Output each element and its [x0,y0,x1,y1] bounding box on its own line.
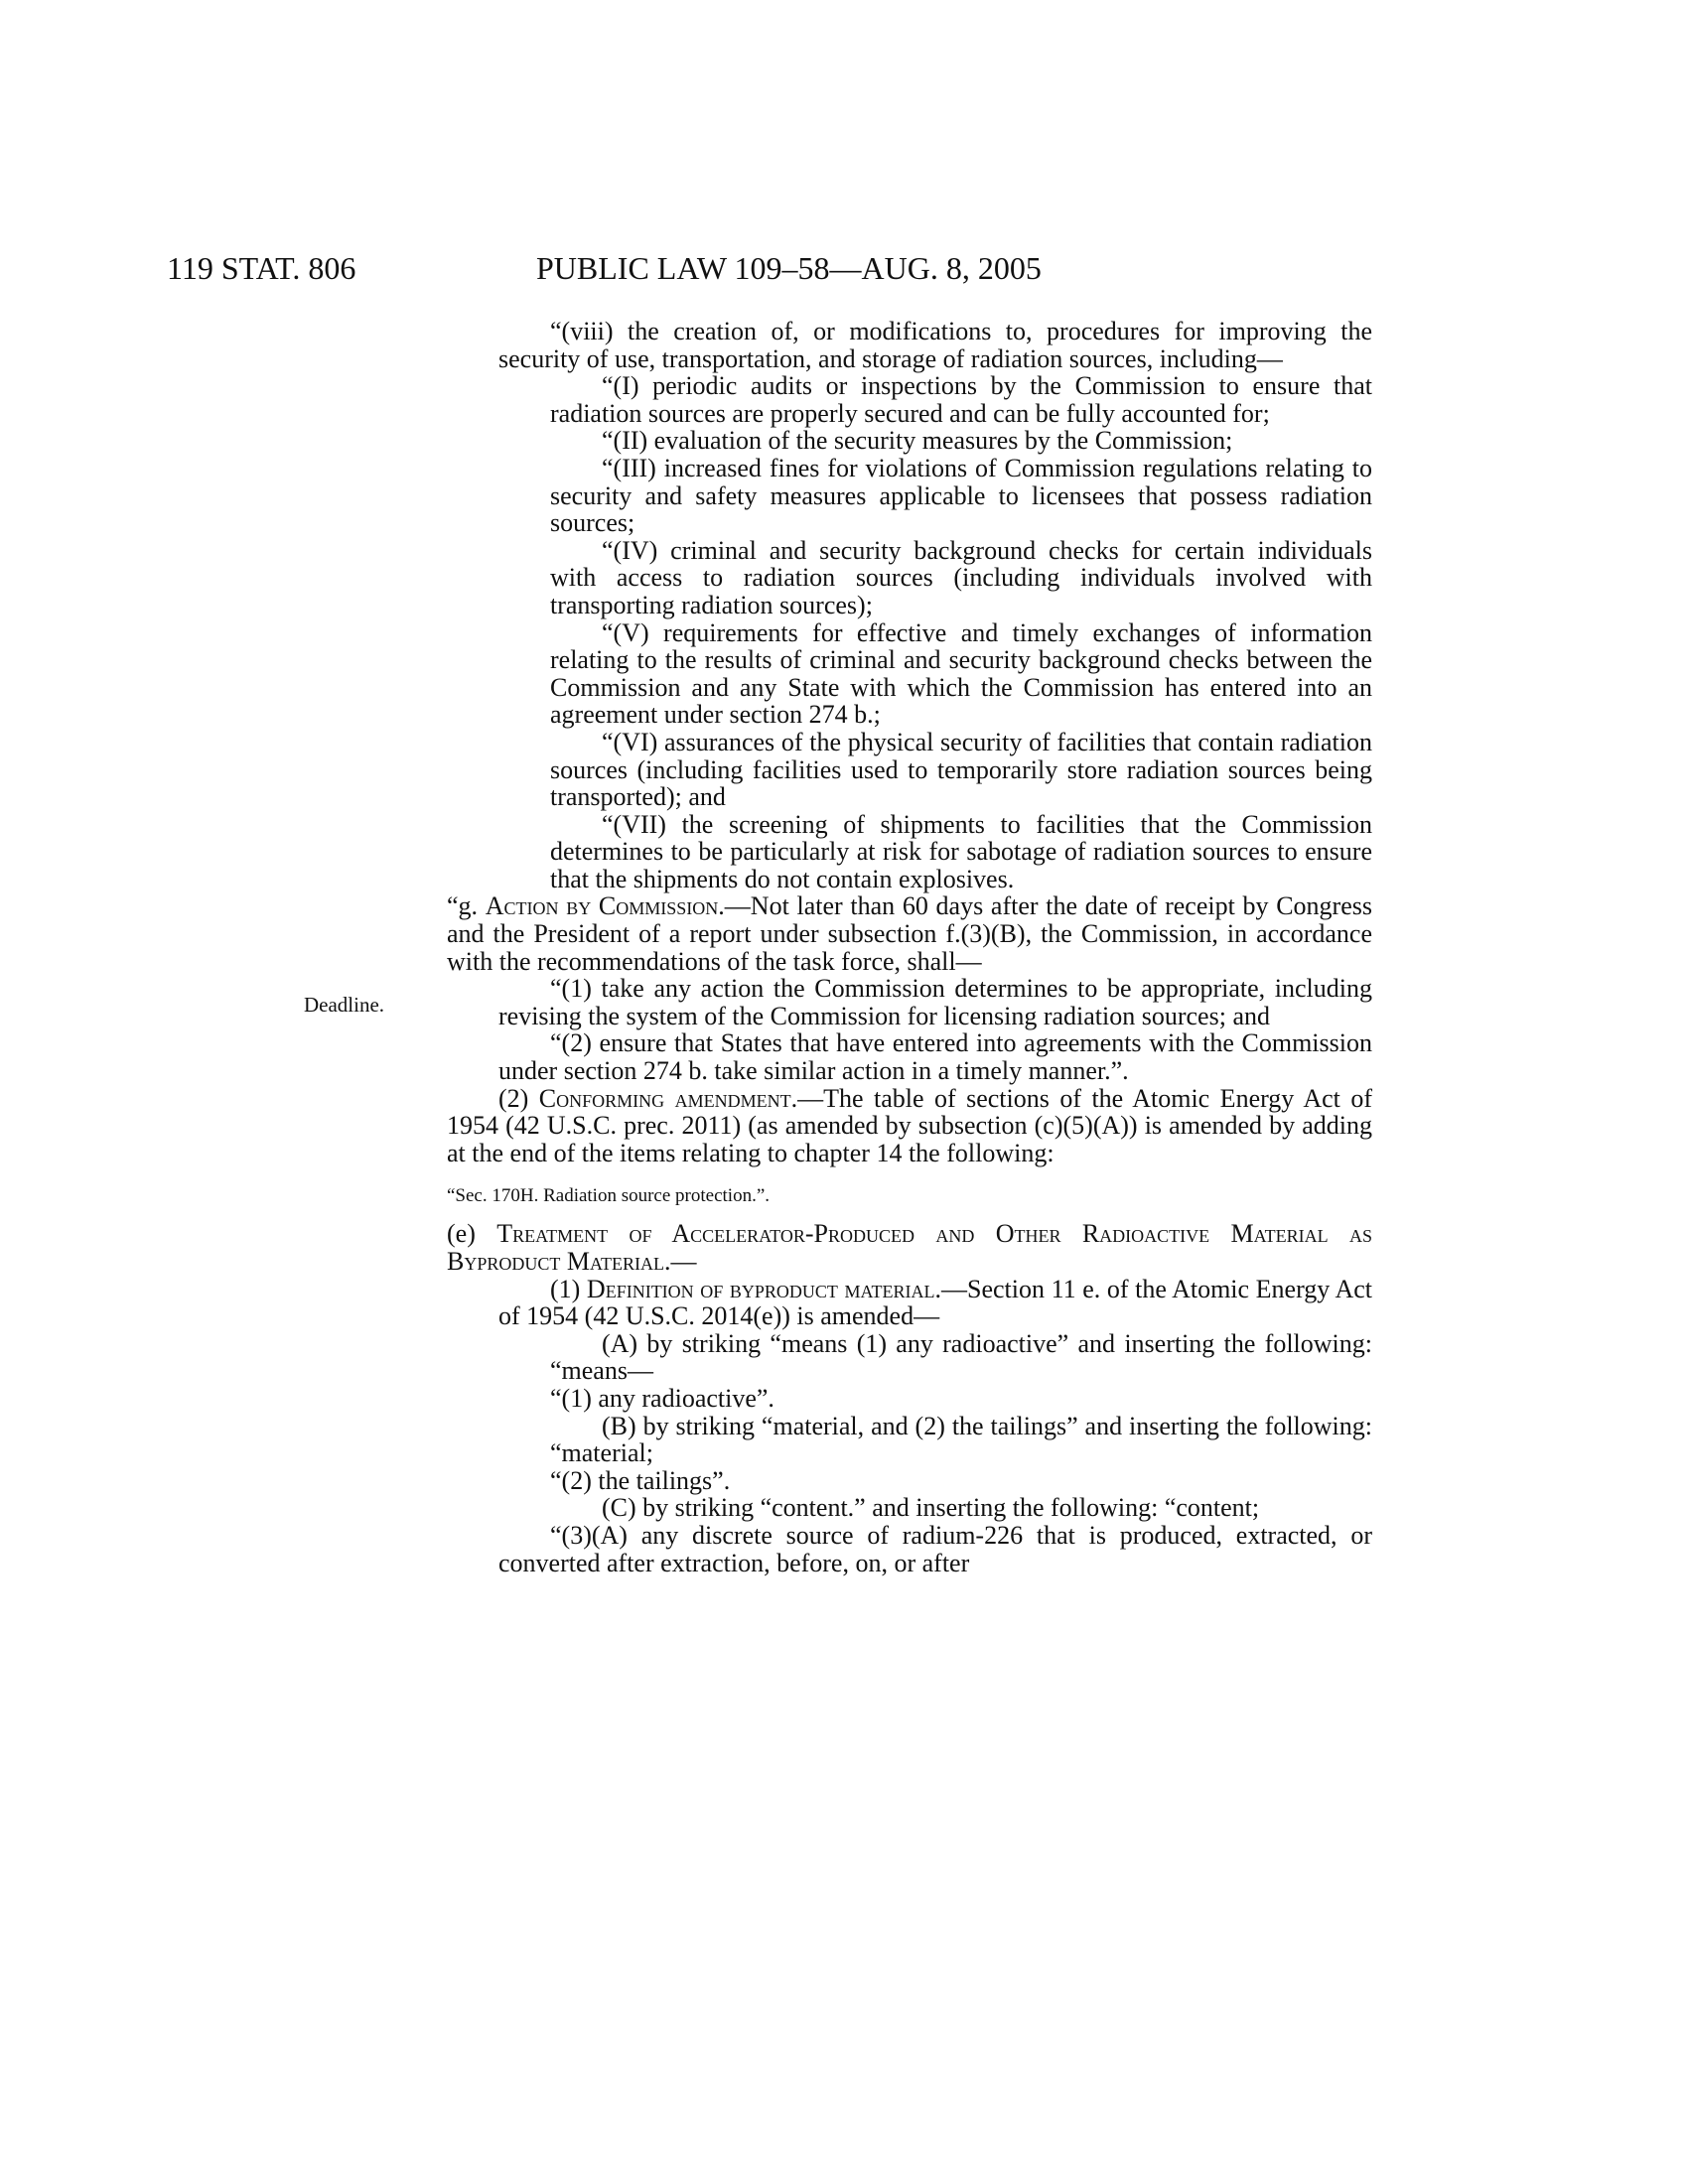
conforming-amendment-text: —The table of sections of the Atomic Energy Act of 1954 (42 U.S.C. prec. 2011) (as amended by subsection (c)(5)(A)) is amended by adding at the end of the items relating to chapter 14 the following: [447,1083,1372,1167]
conforming-amendment-heading: Conforming amendment. [538,1083,798,1113]
subclause-VII: “(VII) the screening of shipments to facilities that the Commission determines to be particularly at risk for sabotage of radiation sources to ensure that the shipments do not contain explosives. [550,809,1372,893]
subsection-e-prefix: (e) [447,1219,497,1249]
definition-text: —Section 11 e. of the Atomic Energy Act of 1954 (42 U.S.C. 2014(e)) is amended— [498,1274,1372,1331]
conforming-amendment [447,1085,1372,1167]
subclause-V: “(V) requirements for effective and timely exchanges of information relating to the results of criminal and security background checks between the Commission and any State with which the Commission has entered into an agreement under section 274 b.; [550,617,1372,730]
subparagraph-C: (C) by striking “content.” and inserting the following: “content; [602,1493,1260,1523]
subclause-IV: “(IV) criminal and security background checks for certain individuals with access to radiation sources (including individuals involved with transporting radiation sources); [550,535,1372,619]
law-text-body [447,317,1372,1577]
subparagraph-C-quote: “(3)(A) any discrete source of radium-226 that is produced, extracted, or converted after extraction, before, on, or after [498,1520,1372,1577]
section-table-entry: “Sec. 170H. Radiation source protection.”. [447,1185,771,1207]
paragraph-g1: “(1) take any action the Commission determines to be appropriate, including revising the system of the Commission for licensing radiation sources; and [498,974,1372,1030]
subsection-g-prefix: “g. [447,891,486,921]
subsection-e-heading: Treatment of Accelerator-Produced and Other Radioactive Material as Byproduct Material. [447,1219,1372,1276]
subclause-I: “(I) periodic audits or inspections by the Commission to ensure that radiation sources are properly secured and can be fully accounted for; [550,371,1372,428]
page-reference: 119 STAT. 806 [167,250,356,286]
subparagraph-A-quote: “(1) any radioactive”. [550,1383,774,1413]
paragraph-definition [498,1276,1372,1330]
subsection-e-suffix: — [670,1247,697,1276]
margin-note-deadline: Deadline. [304,993,385,1017]
subclause-III: “(III) increased fines for violations of Commission regulations relating to security and safety measures applicable to licensees that possess radiation sources; [550,453,1372,538]
subclause-II: “(II) evaluation of the security measures by the Commission; [602,426,1233,456]
subsection-g [447,892,1372,975]
subparagraph-B-quote: “(2) the tailings”. [550,1465,731,1495]
conforming-amendment-prefix: (2) [498,1083,539,1113]
paragraph-g2: “(2) ensure that States that have entered into agreements with the Commission under section 274 b. take similar action in a timely manner.”. [498,1028,1372,1086]
subsection-e [447,1220,1372,1275]
definition-prefix: (1) [550,1274,587,1303]
subsection-g-text: —Not later than 60 days after the date of receipt by Congress and the President of a report under subsection f.(3)(B), the Commission, in accordance with the recommendations of the task force, shall— [447,891,1372,976]
clause-viii: “(viii) the creation of, or modifications to, procedures for improving the security of use, transportation, and storage of radiation sources, including— [498,317,1372,373]
definition-heading: Definition of byproduct material. [586,1274,942,1303]
subclause-VI: “(VI) assurances of the physical security of facilities that contain radiation sources (including facilities used to temporarily store radiation sources being transported); and [550,727,1372,812]
subparagraph-B: (B) by striking “material, and (2) the tailings” and inserting the following: “material; [550,1411,1372,1468]
page-header-title: PUBLIC LAW 109–58—AUG. 8, 2005 [536,250,1042,286]
subsection-g-heading: Action by Commission. [485,891,725,921]
subparagraph-A: (A) by striking “means (1) any radioactive” and inserting the following: “means— [550,1328,1372,1386]
